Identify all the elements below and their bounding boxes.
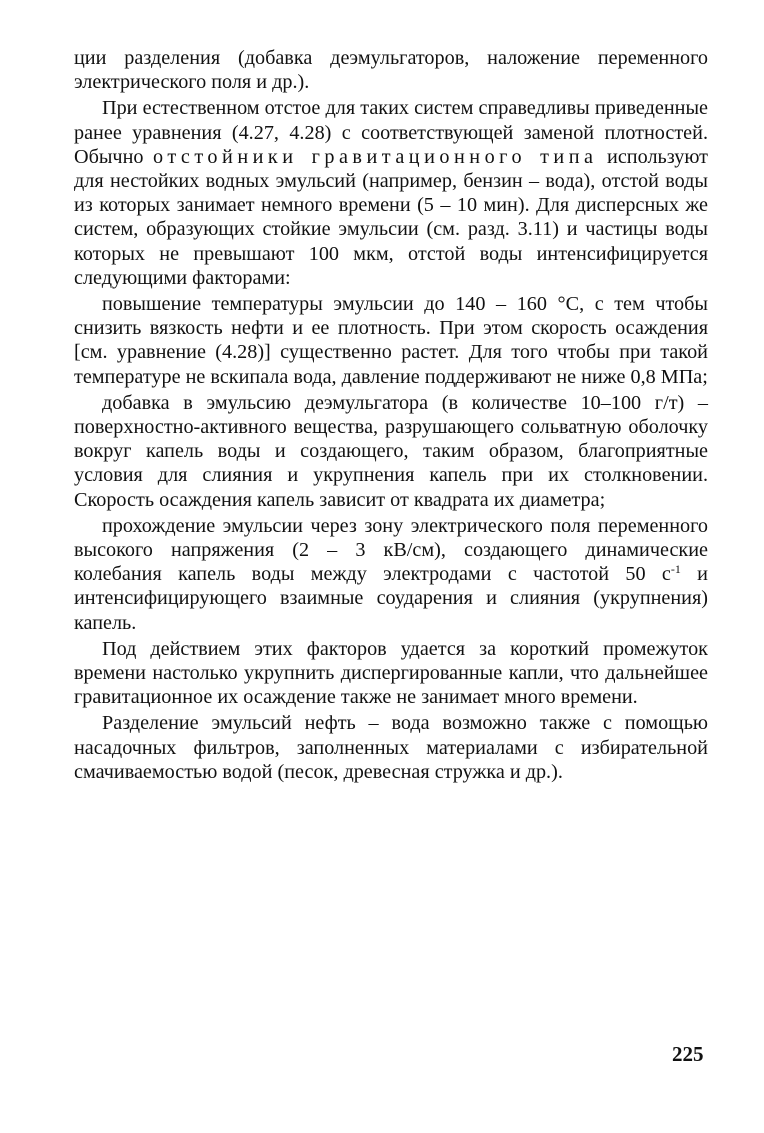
spaced-term: отстойники гравитационного типа: [153, 145, 598, 168]
paragraph-text: прохождение эмульсии через зону электрического поля переменного высокого напряжения (2 – 3 кВ/см), создающего динамические колебания капель воды между электродами с частотой 50 с: [74, 514, 708, 586]
paragraph-temperature: повышение температуры эмульсии до 140 – 160 °С, с тем чтобы снизить вязкость нефти и ее плотность. При этом скорость осаждения [см. уравнение (4.28)] существенно растет. Для того чтобы при такой температуре не вскипала вода, давление поддерживают не ниже 0,8 МПа;: [74, 293, 708, 388]
paragraph-electric-field: [74, 514, 708, 635]
paragraph-text: При естественном отстое для таких систем справедливы приведенные ранее уравнения (4.27, 4.28) с соответствующей заменой плотностей. Обычно: [74, 97, 708, 168]
superscript: -1: [670, 562, 681, 577]
paragraph-natural-settling: [74, 96, 708, 290]
paragraph-factors-effect: Под действием этих факторов удается за короткий промежуток времени настолько укрупнить диспергированные капли, что дальнейшее гравитационное их осаждение также не занимает много времени.: [74, 637, 708, 709]
paragraph-text: и интенсифицирующего взаимные соударения и слияния (укрупнения) капель.: [74, 563, 708, 634]
paragraph-continuation: ции разделения (добавка деэмульгаторов, наложение переменного электрического поля и др.).: [74, 47, 708, 94]
paragraph-demulsifier: добавка в эмульсию деэмульгатора (в количестве 10–100 г/т) – поверхностно-активного вещества, разрушающего сольватную оболочку вокруг капель воды и создающего, таким образом, благоприятные условия для слияния и укрупнения капель при их столкновении. Скорость осаждения капель зависит от квадрата их диаметра;: [74, 391, 708, 511]
page-body: [74, 46, 708, 786]
paragraph-text: используют для нестойких водных эмульсий (например, бензин – вода), отстой воды из которых занимает немного времени (5 – 10 мин). Для дисперсных же систем, образующих стойкие эмульсии (см. разд. 3.11) и частицы воды которых не превышают 100 мкм, отстой воды интенсифицируется следующими факторами:: [74, 145, 708, 289]
page-number: 225: [672, 1042, 704, 1066]
paragraph-filters: Разделение эмульсий нефть – вода возможно также с помощью насадочных фильтров, заполненных материалами с избирательной смачиваемостью водой (песок, древесная стружка и др.).: [74, 712, 708, 783]
